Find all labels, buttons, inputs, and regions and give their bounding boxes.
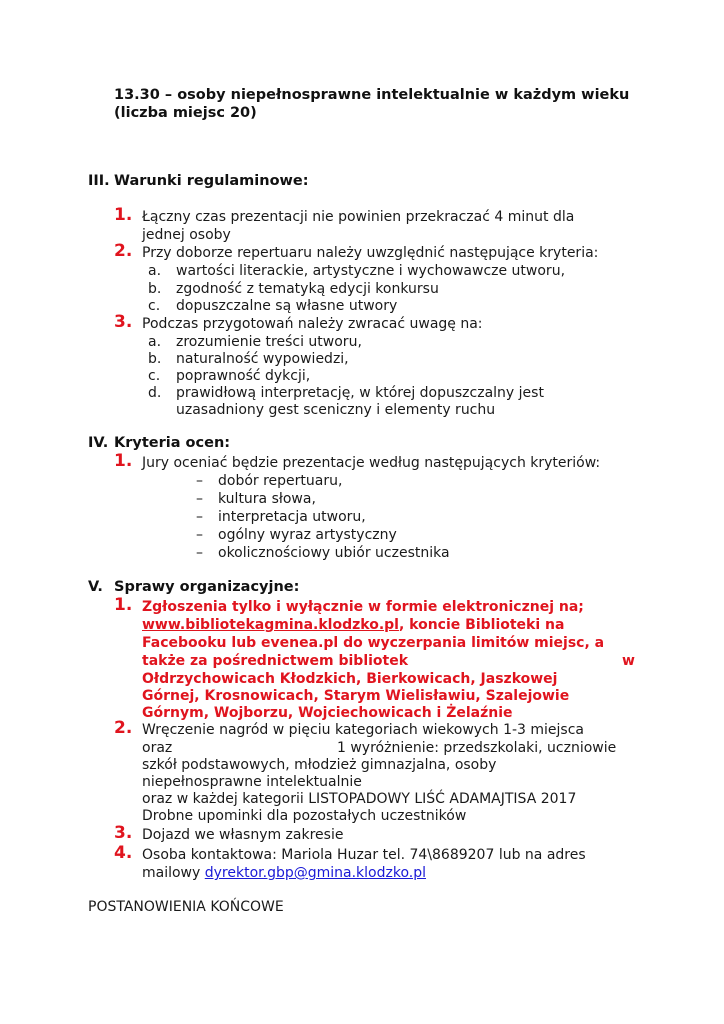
item-text: Podczas przygotowań należy zwracać uwagę na: — [142, 316, 483, 332]
item-text: w — [622, 653, 635, 669]
item-text: Facebooku lub evenea.pl do wyczerpania limitów miejsc, a — [142, 635, 605, 651]
item-text: Jury oceniać będzie prezentacje według następujących kryteriów: — [142, 455, 601, 471]
item-text: oraz — [142, 740, 173, 756]
item-number: 2. — [114, 718, 133, 738]
item-number: 4. — [114, 843, 133, 863]
item-text: 1 wyróżnienie: przedszkolaki, uczniowie — [337, 740, 617, 756]
dash-item: dobór repertuaru, — [218, 473, 343, 489]
item-text-prefix: mailowy — [142, 865, 205, 881]
item-text: Łączny czas prezentacji nie powinien przekraczać 4 minut dla — [142, 209, 575, 225]
item-number: 2. — [114, 241, 133, 261]
email-link[interactable]: dyrektor.gbp@gmina.klodzko.pl — [204, 865, 426, 881]
intro-line-2: (liczba miejsc 20) — [114, 105, 257, 121]
dash-item: okolicznościowy ubiór uczestnika — [218, 545, 450, 561]
item-text: Osoba kontaktowa: Mariola Huzar tel. 74\8689207 lub na adres — [142, 847, 586, 863]
sub-text: naturalność wypowiedzi, — [176, 351, 349, 367]
item-number: 1. — [114, 595, 133, 615]
sub-text: zrozumienie treści utworu, — [176, 334, 362, 350]
item-text: niepełnosprawne intelektualnie — [142, 774, 362, 790]
item-text-rest: , koncie Biblioteki na — [398, 617, 565, 633]
item-text: Wręczenie nagród w pięciu kategoriach wiekowych 1-3 miejsca — [142, 722, 584, 738]
item-number: 1. — [114, 205, 133, 225]
final-provisions-heading: POSTANOWIENIA KOŃCOWE — [88, 899, 284, 915]
sub-text: dopuszczalne są własne utwory — [176, 298, 398, 314]
sub-letter: a. — [148, 334, 162, 350]
item-text: Zgłoszenia tylko i wyłącznie w formie elektronicznej na; — [142, 599, 584, 615]
item-number: 3. — [114, 823, 133, 843]
sub-letter: c. — [148, 368, 161, 384]
item-number: 3. — [114, 312, 133, 332]
section-3-numeral: III. — [88, 173, 110, 189]
sub-letter: c. — [148, 298, 161, 314]
section-5-numeral: V. — [88, 579, 103, 595]
item-text: Górnej, Krosnowicach, Starym Wielisławiu, Szalejowie — [142, 688, 570, 704]
sub-letter: a. — [148, 263, 162, 279]
section-5-title: Sprawy organizacyjne: — [114, 579, 300, 595]
item-text: Górnym, Wojborzu, Wojciechowicach i Żelaźnie — [142, 705, 513, 721]
section-4-title: Kryteria ocen: — [114, 435, 231, 451]
dash-bullet: – — [196, 491, 203, 507]
item-text: Dojazd we własnym zakresie — [142, 827, 344, 843]
item-text: także za pośrednictwem bibliotek — [142, 653, 409, 669]
dash-bullet: – — [196, 527, 203, 543]
sub-text: zgodność z tematyką edycji konkursu — [176, 281, 439, 297]
intro-line-1: 13.30 – osoby niepełnosprawne intelektualnie w każdym wieku — [114, 87, 630, 103]
section-3-title: Warunki regulaminowe: — [114, 173, 309, 189]
dash-item: kultura słowa, — [218, 491, 316, 507]
item-text: Ołdrzychowicach Kłodzkich, Bierkowicach, Jaszkowej — [142, 671, 558, 687]
sub-letter: b. — [148, 351, 162, 367]
sub-text: wartości literackie, artystyczne i wychowawcze utworu, — [176, 263, 566, 279]
sub-text: prawidłową interpretację, w której dopuszczalny jest — [176, 385, 544, 401]
item-text: Drobne upominki dla pozostałych uczestników — [142, 808, 467, 824]
sub-letter: d. — [148, 385, 162, 401]
sub-letter: b. — [148, 281, 162, 297]
item-number: 1. — [114, 451, 133, 471]
dash-bullet: – — [196, 473, 203, 489]
item-text: Przy doborze repertuaru należy uwzględnić następujące kryteria: — [142, 245, 599, 261]
dash-item: ogólny wyraz artystyczny — [218, 527, 397, 543]
dash-item: interpretacja utworu, — [218, 509, 366, 525]
dash-bullet: – — [196, 545, 203, 561]
item-text: oraz w każdej kategorii LISTOPADOWY LIŚĆ ADAMAJTISA 2017 — [142, 791, 577, 807]
library-website-link[interactable]: www.bibliotekagmina.klodzko.pl — [142, 617, 399, 633]
dash-bullet: – — [196, 509, 203, 525]
item-text: szkół podstawowych, młodzież gimnazjalna, osoby — [142, 757, 497, 773]
item-text — [142, 864, 426, 882]
item-text — [142, 616, 564, 634]
item-text: jednej osoby — [142, 227, 231, 243]
section-4-numeral: IV. — [88, 435, 109, 451]
sub-text: uzasadniony gest sceniczny i elementy ruchu — [176, 402, 496, 418]
sub-text: poprawność dykcji, — [176, 368, 311, 384]
